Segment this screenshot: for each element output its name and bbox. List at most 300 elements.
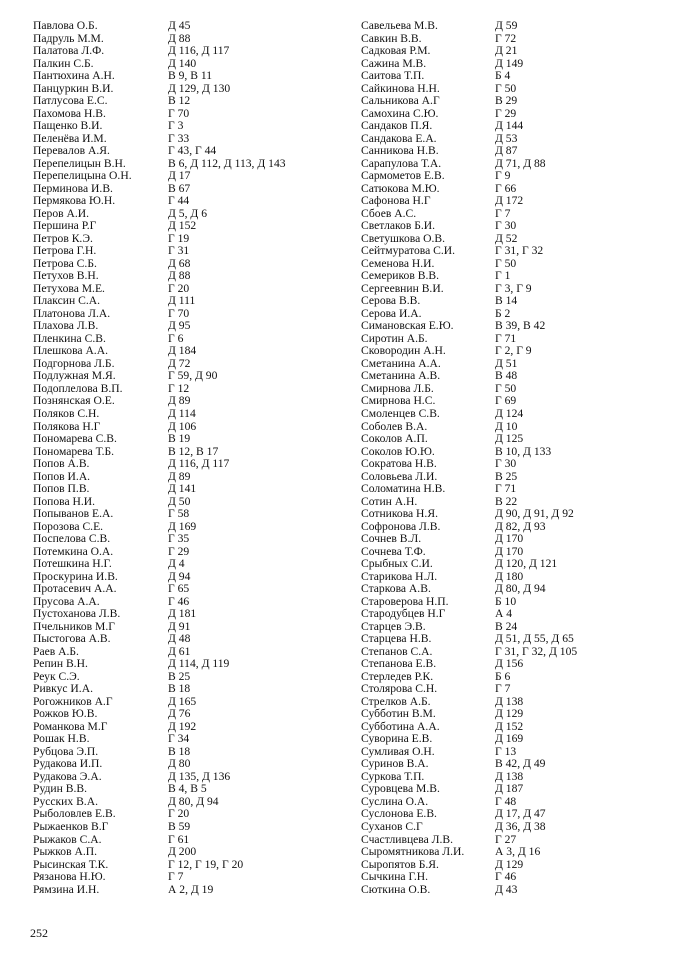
- entry-name: Полякова Н.Г: [33, 419, 101, 433]
- entry-reference: Б 6: [495, 669, 511, 683]
- entry-name: Санникова Н.В.: [361, 144, 439, 158]
- index-entry: [361, 120, 661, 133]
- entry-reference: В 18: [168, 744, 191, 758]
- entry-name: Сковородин А.Н.: [361, 344, 446, 358]
- entry-reference: Г 29: [168, 544, 190, 558]
- index-entry: [33, 683, 333, 696]
- entry-reference: Д 152: [168, 219, 197, 233]
- index-entry: [361, 20, 661, 33]
- entry-reference: Г 46: [495, 870, 517, 884]
- entry-reference: Д 80: [168, 757, 191, 771]
- entry-name: Сотникова Н.Я.: [361, 507, 438, 521]
- entry-reference: Г 2, Г 9: [495, 344, 532, 358]
- entry-name: Рудакова И.П.: [33, 757, 103, 771]
- entry-name: Поляков С.Н.: [33, 406, 100, 420]
- entry-reference: Г 43, Г 44: [168, 144, 217, 158]
- entry-reference: В 19: [168, 432, 191, 446]
- entry-name: Подгорнова Л.Б.: [33, 356, 115, 370]
- index-entry: [361, 270, 661, 283]
- entry-reference: Г 66: [495, 181, 517, 195]
- entry-reference: Г 46: [168, 594, 190, 608]
- entry-reference: Д 61: [168, 644, 191, 658]
- entry-reference: Д 88: [168, 31, 191, 45]
- entry-name: Русских В.А.: [33, 794, 98, 808]
- entry-name: Романкова М.Г: [33, 719, 108, 733]
- entry-reference: Г 31, Г 32, Д 105: [495, 644, 578, 658]
- entry-reference: В 9, В 11: [168, 69, 213, 83]
- entry-name: Подоплелова В.П.: [33, 381, 123, 395]
- entry-reference: В 25: [495, 469, 518, 483]
- entry-reference: Г 7: [168, 870, 184, 884]
- entry-name: Раев А.Б.: [33, 644, 79, 658]
- entry-reference: А 2, Д 19: [168, 882, 214, 896]
- entry-reference: Д 165: [168, 694, 197, 708]
- index-entry: [33, 608, 333, 621]
- entry-reference: Д 125: [495, 432, 524, 446]
- entry-name: Сарапулова Т.А.: [361, 156, 442, 170]
- index-entry: [33, 320, 333, 333]
- entry-reference: В 18: [168, 682, 191, 696]
- entry-name: Стерледев Р.К.: [361, 669, 434, 683]
- entry-name: Попова Н.И.: [33, 494, 96, 508]
- entry-reference: Д 111: [168, 294, 196, 308]
- entry-reference: Д 129: [495, 857, 524, 871]
- entry-reference: Г 29: [495, 106, 517, 120]
- entry-name: Падруль М.М.: [33, 31, 104, 45]
- entry-name: Соколов Ю.Ю.: [361, 444, 435, 458]
- entry-reference: В 4, В 5: [168, 782, 207, 796]
- entry-reference: Д 17: [168, 169, 191, 183]
- entry-name: Сафонова Н.Г: [361, 194, 431, 208]
- entry-name: Старикова Н.Л.: [361, 569, 438, 583]
- entry-name: Рожков Ю.В.: [33, 707, 98, 721]
- index-entry: [361, 483, 661, 496]
- entry-reference: Д 80, Д 94: [168, 794, 219, 808]
- entry-reference: Г 71: [495, 331, 517, 345]
- index-entry: [33, 295, 333, 308]
- entry-name: Петухов В.Н.: [33, 269, 99, 283]
- entry-name: Подлужная М.Я.: [33, 369, 116, 383]
- entry-reference: Д 68: [168, 256, 191, 270]
- entry-reference: Д 94: [168, 569, 191, 583]
- index-entry: [361, 70, 661, 83]
- entry-reference: Г 3, Г 9: [495, 281, 532, 295]
- entry-name: Сиротин А.Б.: [361, 331, 428, 345]
- entry-name: Семенова Н.И.: [361, 256, 435, 270]
- entry-reference: Г 30: [495, 457, 517, 471]
- entry-name: Попыванов Е.А.: [33, 507, 114, 521]
- index-entry: [361, 170, 661, 183]
- entry-reference: Г 70: [168, 306, 190, 320]
- index-entry: [361, 220, 661, 233]
- entry-reference: Г 12, Г 19, Г 20: [168, 857, 244, 871]
- entry-reference: Д 187: [495, 782, 524, 796]
- entry-reference: Г 58: [168, 507, 190, 521]
- entry-name: Суслина О.А.: [361, 794, 429, 808]
- entry-name: Пленкина С.В.: [33, 331, 106, 345]
- entry-reference: Г 33: [168, 131, 190, 145]
- entry-name: Сандаков П.Я.: [361, 119, 433, 133]
- entry-reference: Д 192: [168, 719, 197, 733]
- index-entry: [361, 884, 661, 897]
- entry-name: Сумливая О.Н.: [361, 744, 435, 758]
- entry-reference: Д 144: [495, 119, 524, 133]
- entry-name: Рубцова Э.П.: [33, 744, 99, 758]
- entry-reference: В 22: [495, 494, 518, 508]
- entry-reference: Д 88: [168, 269, 191, 283]
- entry-reference: Г 61: [168, 832, 190, 846]
- entry-reference: Д 129: [495, 707, 524, 721]
- entry-reference: Д 10: [495, 419, 518, 433]
- entry-reference: Д 116, Д 117: [168, 44, 230, 58]
- entry-name: Ривкус И.А.: [33, 682, 93, 696]
- entry-name: Сочнева Т.Ф.: [361, 544, 426, 558]
- entry-reference: Г 9: [495, 169, 511, 183]
- entry-name: Степанов С.А.: [361, 644, 433, 658]
- entry-reference: Г 7: [495, 206, 511, 220]
- entry-reference: Г 44: [168, 194, 190, 208]
- entry-name: Репин В.Н.: [33, 657, 88, 671]
- entry-name: Серова В.В.: [361, 294, 421, 308]
- entry-name: Попов А.В.: [33, 457, 90, 471]
- entry-reference: В 12: [168, 94, 191, 108]
- entry-name: Суровцева М.В.: [361, 782, 440, 796]
- entry-name: Сюткина О.В.: [361, 882, 431, 896]
- entry-name: Прусова А.А.: [33, 594, 100, 608]
- entry-reference: В 12, В 17: [168, 444, 219, 458]
- entry-name: Сметанина А.В.: [361, 369, 441, 383]
- entry-name: Познянская О.Е.: [33, 394, 115, 408]
- entry-reference: Д 135, Д 136: [168, 769, 231, 783]
- entry-name: Плаксин С.А.: [33, 294, 101, 308]
- entry-reference: Д 53: [495, 131, 518, 145]
- entry-reference: Г 72: [495, 31, 517, 45]
- entry-name: Сычкина Г.Н.: [361, 870, 429, 884]
- entry-reference: Д 50: [168, 494, 191, 508]
- entry-reference: Д 52: [495, 231, 518, 245]
- entry-name: Рыжаенков В.Г: [33, 820, 109, 833]
- entry-reference: В 48: [495, 369, 518, 383]
- index-entry: [33, 408, 333, 421]
- index-entry: [33, 558, 333, 571]
- entry-reference: Д 124: [495, 406, 524, 420]
- entry-name: Субботин В.М.: [361, 707, 436, 721]
- index-entry: [33, 533, 333, 546]
- entry-name: Самохина С.Ю.: [361, 106, 439, 120]
- entry-name: Смирнова Л.Б.: [361, 381, 434, 395]
- entry-name: Перевалов А.Я.: [33, 144, 110, 158]
- entry-reference: Д 170: [495, 544, 524, 558]
- entry-name: Суворина Е.В.: [361, 732, 433, 746]
- entry-reference: Д 48: [168, 632, 191, 646]
- entry-name: Староверова Н.П.: [361, 594, 449, 608]
- entry-reference: Д 106: [168, 419, 197, 433]
- entry-name: Порозова С.Е.: [33, 519, 104, 533]
- index-entry: [361, 633, 661, 646]
- index-entry: [361, 145, 661, 158]
- entry-reference: В 25: [168, 669, 191, 683]
- entry-name: Пащенко В.И.: [33, 119, 103, 133]
- entry-name: Сальникова А.Г: [361, 94, 440, 108]
- entry-reference: Г 50: [495, 381, 517, 395]
- entry-name: Стрелков А.Б.: [361, 694, 431, 708]
- index-entry: [361, 583, 661, 596]
- entry-name: Потемкина О.А.: [33, 544, 114, 558]
- entry-name: Светлаков Б.И.: [361, 219, 436, 233]
- entry-reference: Д 116, Д 117: [168, 457, 230, 471]
- entry-name: Субботина А.А.: [361, 719, 440, 733]
- entry-name: Петухова М.Е.: [33, 281, 105, 295]
- entry-name: Срыбных С.И.: [361, 557, 433, 571]
- entry-name: Пеленёва И.М.: [33, 131, 107, 145]
- index-entry: [361, 195, 661, 208]
- entry-name: Плешкова А.А.: [33, 344, 108, 358]
- entry-name: Пермякова Ю.Н.: [33, 194, 116, 208]
- entry-reference: Д 120, Д 121: [495, 557, 558, 571]
- entry-name: Сочнев В.Л.: [361, 532, 422, 546]
- entry-name: Пономарева С.В.: [33, 432, 117, 446]
- index-entry: [33, 483, 333, 496]
- index-entry: [361, 295, 661, 308]
- entry-reference: Г 30: [495, 219, 517, 233]
- entry-reference: Д 184: [168, 344, 197, 358]
- entry-reference: Д 71, Д 88: [495, 156, 546, 170]
- entry-name: Суслонова Е.В.: [361, 807, 437, 821]
- entry-name: Пустоханова Л.В.: [33, 607, 121, 621]
- entry-name: Перов А.И.: [33, 206, 90, 220]
- entry-name: Попов П.В.: [33, 482, 90, 496]
- entry-name: Смирнова Н.С.: [361, 394, 436, 408]
- entry-name: Рыжаков С.А.: [33, 832, 102, 846]
- entry-reference: Д 170: [495, 532, 524, 546]
- entry-reference: Д 36, Д 38: [495, 820, 546, 833]
- index-entry: [33, 821, 333, 834]
- entry-name: Светушкова О.В.: [361, 231, 446, 245]
- index-entry: [33, 70, 333, 83]
- entry-reference: Д 114: [168, 406, 196, 420]
- entry-reference: Г 3: [168, 119, 184, 133]
- entry-reference: В 42, Д 49: [495, 757, 546, 771]
- index-entry: [33, 433, 333, 446]
- entry-reference: Д 82, Д 93: [495, 519, 546, 533]
- entry-reference: Г 13: [495, 744, 517, 758]
- entry-reference: Г 34: [168, 732, 190, 746]
- index-entry: [33, 220, 333, 233]
- index-entry: [33, 95, 333, 108]
- entry-reference: Г 6: [168, 331, 184, 345]
- index-entry: [361, 433, 661, 446]
- entry-reference: В 10, Д 133: [495, 444, 552, 458]
- entry-name: Палкин С.Б.: [33, 56, 94, 70]
- entry-name: Рыжков А.П.: [33, 845, 98, 859]
- index-entry: [33, 195, 333, 208]
- index-entry: [33, 20, 333, 33]
- entry-reference: Б 2: [495, 306, 511, 320]
- entry-name: Симановская Е.Ю.: [361, 319, 454, 333]
- index-entry: [361, 508, 661, 521]
- entry-name: Сотин А.Н.: [361, 494, 418, 508]
- entry-name: Соломатина Н.В.: [361, 482, 446, 496]
- entry-reference: Д 89: [168, 394, 191, 408]
- entry-reference: А 4: [495, 607, 513, 621]
- entry-reference: Д 21: [495, 44, 518, 58]
- entry-name: Столярова С.Н.: [361, 682, 438, 696]
- entry-reference: Г 12: [168, 381, 190, 395]
- index-entry: [361, 821, 661, 834]
- index-entry: [361, 408, 661, 421]
- index-entry: [33, 871, 333, 884]
- entry-reference: Г 50: [495, 256, 517, 270]
- entry-name: Павлова О.Б.: [33, 19, 98, 32]
- entry-name: Старкова А.В.: [361, 582, 431, 596]
- entry-reference: Г 35: [168, 532, 190, 546]
- page-number: 252: [30, 926, 48, 940]
- index-entry: [361, 533, 661, 546]
- entry-reference: Г 31, Г 32: [495, 244, 544, 258]
- index-column-left: [33, 20, 333, 896]
- index-entry: [33, 846, 333, 859]
- index-entry: [33, 583, 333, 596]
- entry-reference: Д 156: [495, 657, 524, 671]
- entry-reference: Д 181: [168, 607, 197, 621]
- entry-reference: Д 80, Д 94: [495, 582, 546, 596]
- entry-reference: В 14: [495, 294, 518, 308]
- index-entry: [33, 884, 333, 897]
- entry-name: Сайкинова Н.Н.: [361, 81, 440, 95]
- entry-name: Сатюкова М.Ю.: [361, 181, 440, 195]
- entry-reference: Г 31: [168, 244, 190, 258]
- entry-name: Сыропятов Б.Я.: [361, 857, 439, 871]
- entry-reference: В 24: [495, 619, 518, 633]
- index-entry: [33, 270, 333, 283]
- index-entry: [33, 245, 333, 258]
- entry-reference: Д 72: [168, 356, 191, 370]
- entry-name: Панцуркин В.И.: [33, 81, 114, 95]
- index-entry: [33, 170, 333, 183]
- entry-reference: Д 59: [495, 19, 518, 32]
- index-entry: [33, 508, 333, 521]
- entry-reference: Д 76: [168, 707, 191, 721]
- index-entry: [361, 320, 661, 333]
- entry-name: Сбоев А.С.: [361, 206, 417, 220]
- entry-name: Реук С.Э.: [33, 669, 80, 683]
- entry-reference: Г 7: [495, 682, 511, 696]
- entry-reference: Д 149: [495, 56, 524, 70]
- index-entry: [361, 245, 661, 258]
- entry-reference: Г 19: [168, 231, 190, 245]
- index-entry: [33, 45, 333, 58]
- entry-name: Старцева Н.В.: [361, 632, 432, 646]
- index-entry: [33, 145, 333, 158]
- entry-name: Патлусова Е.С.: [33, 94, 108, 108]
- entry-name: Перепелицына О.Н.: [33, 169, 132, 183]
- entry-reference: Д 5, Д 6: [168, 206, 208, 220]
- entry-name: Петрова Г.Н.: [33, 244, 97, 258]
- entry-reference: Д 51, Д 55, Д 65: [495, 632, 574, 646]
- entry-reference: В 59: [168, 820, 191, 833]
- entry-reference: Б 4: [495, 69, 511, 83]
- entry-reference: Г 70: [168, 106, 190, 120]
- entry-reference: Г 71: [495, 482, 517, 496]
- entry-name: Смоленцев С.В.: [361, 406, 440, 420]
- entry-name: Сократова Н.В.: [361, 457, 437, 471]
- entry-name: Рыболовлев Е.В.: [33, 807, 116, 821]
- entry-reference: Д 141: [168, 482, 197, 496]
- entry-name: Рошак Н.В.: [33, 732, 90, 746]
- index-entry: [33, 458, 333, 471]
- entry-reference: Г 1: [495, 269, 511, 283]
- entry-reference: Д 169: [168, 519, 197, 533]
- entry-reference: Г 20: [168, 281, 190, 295]
- entry-name: Пантюхина А.Н.: [33, 69, 115, 83]
- entry-reference: Г 20: [168, 807, 190, 821]
- index-entry: [361, 608, 661, 621]
- entry-name: Саитова Т.П.: [361, 69, 425, 83]
- entry-name: Счастливцева Л.В.: [361, 832, 454, 846]
- entry-name: Сажина М.В.: [361, 56, 427, 70]
- entry-name: Сергеевнин В.И.: [361, 281, 444, 295]
- entry-reference: Г 48: [495, 794, 517, 808]
- index-entry: [33, 120, 333, 133]
- entry-reference: Д 51: [495, 356, 518, 370]
- entry-reference: А 3, Д 16: [495, 845, 541, 859]
- entry-name: Рудин В.В.: [33, 782, 87, 796]
- entry-name: Соболев В.А.: [361, 419, 428, 433]
- entry-name: Степанова Е.В.: [361, 657, 437, 671]
- entry-reference: Г 69: [495, 394, 517, 408]
- index-entry: [361, 558, 661, 571]
- entry-name: Соловьева Л.И.: [361, 469, 438, 483]
- entry-name: Пахомова Н.В.: [33, 106, 106, 120]
- entry-reference: Д 89: [168, 469, 191, 483]
- entry-name: Сандакова Е.А.: [361, 131, 437, 145]
- entry-name: Перепелицын В.Н.: [33, 156, 126, 170]
- entry-name: Першина Р.Г: [33, 219, 97, 233]
- entry-name: Серова И.А.: [361, 306, 422, 320]
- entry-name: Рязанова Н.Ю.: [33, 870, 106, 884]
- entry-name: Стародубцев Н.Г: [361, 607, 446, 621]
- index-entry: [33, 708, 333, 721]
- entry-name: Сейтмуратова С.И.: [361, 244, 456, 258]
- entry-name: Проскурина И.В.: [33, 569, 118, 583]
- index-entry: [361, 871, 661, 884]
- index-entry: [361, 708, 661, 721]
- entry-reference: Д 45: [168, 19, 191, 32]
- entry-reference: Д 172: [495, 194, 524, 208]
- entry-reference: В 39, В 42: [495, 319, 546, 333]
- entry-name: Савельева М.В.: [361, 19, 438, 32]
- entry-reference: В 67: [168, 181, 191, 195]
- entry-name: Протасевич А.А.: [33, 582, 117, 596]
- entry-name: Потешкина Н.Г.: [33, 557, 112, 571]
- entry-name: Сармометов Е.В.: [361, 169, 445, 183]
- index-column-right: [361, 20, 661, 896]
- index-entry: [361, 658, 661, 671]
- entry-reference: Д 200: [168, 845, 197, 859]
- index-entry: [361, 683, 661, 696]
- entry-name: Пыстогова А.В.: [33, 632, 111, 646]
- entry-reference: Д 138: [495, 769, 524, 783]
- entry-reference: Г 50: [495, 81, 517, 95]
- entry-name: Савкин В.В.: [361, 31, 422, 45]
- entry-name: Палатова Л.Ф.: [33, 44, 105, 58]
- entry-name: Старцев Э.В.: [361, 619, 426, 633]
- entry-reference: Г 59, Д 90: [168, 369, 218, 383]
- entry-name: Платонова Л.А.: [33, 306, 111, 320]
- index-entry: [361, 95, 661, 108]
- entry-reference: Д 129, Д 130: [168, 81, 231, 95]
- entry-name: Рысинская Т.К.: [33, 857, 109, 871]
